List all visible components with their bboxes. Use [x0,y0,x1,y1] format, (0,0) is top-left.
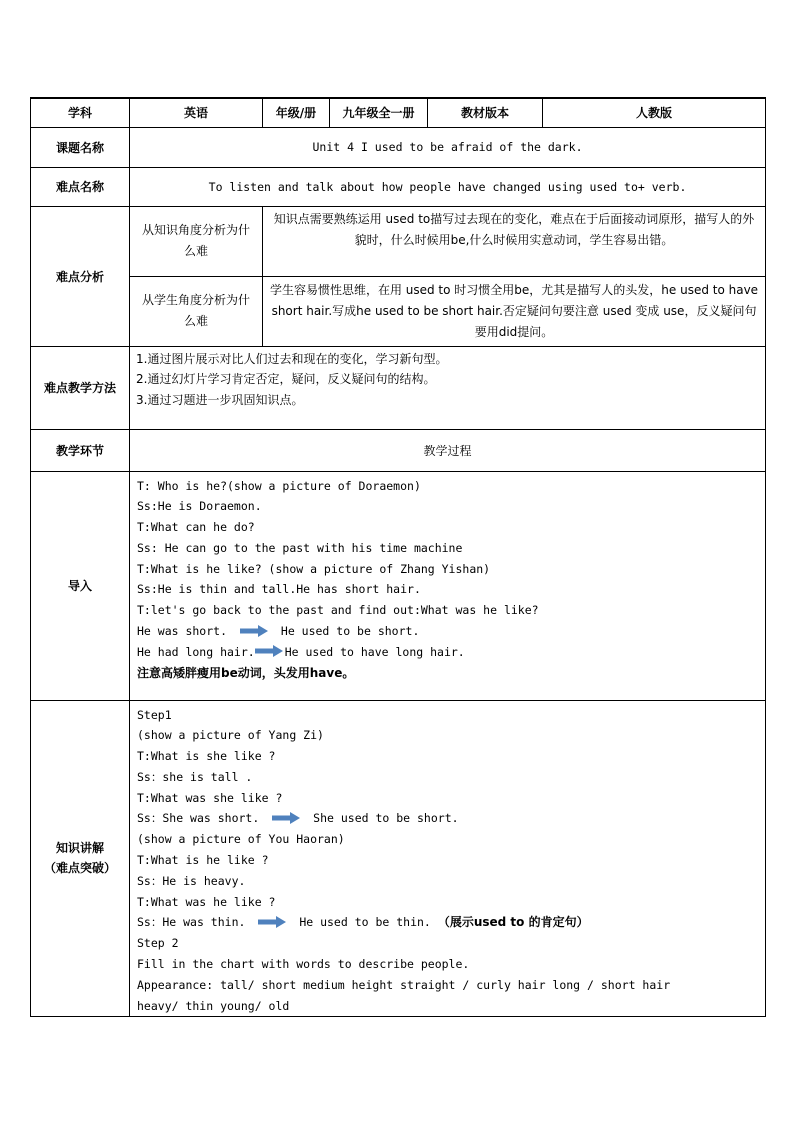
method-label: 难点教学方法 [31,346,130,429]
knowledge-line: heavy/ thin young/ old [137,998,290,1013]
knowledge-content [130,700,766,1017]
lesson-plan-document [30,97,765,1017]
knowledge-line: (show a picture of Yang Zi) [137,728,324,743]
right-arrow-icon [272,812,300,824]
knowledge-line: T:What is he like ? [137,853,269,868]
method-item: 3.通过习题进一步巩固知识点。 [136,393,304,408]
intro-arrow-right: He used to have long hair. [284,644,465,659]
intro-label: 导入 [31,471,130,700]
edition-label: 教材版本 [428,98,543,127]
right-arrow-icon [240,625,268,637]
knowledge-arrow-left: Ss：He was thin. [137,915,246,930]
knowledge-label-line1: 知识讲解 [55,841,104,856]
process-step-label: 教学环节 [31,429,130,471]
intro-arrow-left: He was short. [137,624,228,639]
intro-arrow-line [137,642,759,663]
knowledge-line: Step 2 [137,936,179,951]
grade-value: 九年级全一册 [330,98,428,127]
knowledge-label [31,700,130,1017]
knowledge-line: Ss：He is heavy. [137,873,246,888]
lesson-plan-table [30,97,766,1017]
lesson-value: Unit 4 I used to be afraid of the dark. [130,127,766,167]
knowledge-arrow-left: Ss：She was short. [137,811,260,826]
intro-line: T:What is he like? (show a picture of Zhang Yishan) [137,561,491,576]
intro-arrow-left: He had long hair. [137,644,255,659]
knowledge-line: T:What is she like ? [137,749,276,764]
knowledge-arrow-note: （展示used to 的肯定句） [437,915,589,930]
knowledge-line: (show a picture of You Haoran) [137,832,345,847]
difficulty-value: To listen and talk about how people have changed using used to+ verb. [130,167,766,206]
subject-value: 英语 [130,98,263,127]
knowledge-line: Fill in the chart with words to describe people. [137,957,470,972]
intro-line: T: Who is he?(show a picture of Doraemon) [137,478,421,493]
knowledge-arrow-line [137,808,759,829]
knowledge-label-line2: （难点突破） [43,861,116,876]
intro-arrow-right: He used to be short. [280,624,420,639]
intro-line: Ss: He can go to the past with his time machine [137,540,463,555]
analysis-knowledge-label: 从知识角度分析为什么难 [130,206,263,276]
method-item: 1.通过图片展示对比人们过去和现在的变化，学习新句型。 [136,351,448,366]
intro-content [130,471,766,700]
edition-value: 人教版 [543,98,766,127]
method-item: 2.通过幻灯片学习肯定否定，疑问，反义疑问句的结构。 [136,372,436,387]
right-arrow-icon [255,645,283,657]
knowledge-line: T:What was he like ? [137,894,276,909]
process-value: 教学过程 [130,429,766,471]
knowledge-arrow-line [137,912,759,933]
right-arrow-icon [258,916,286,928]
analysis-student-label: 从学生角度分析为什么难 [130,276,263,346]
knowledge-arrow-right: He used to be thin. [299,915,431,930]
subject-label: 学科 [31,98,130,127]
knowledge-line: T:What was she like ? [137,790,283,805]
analysis-student-text: 学生容易惯性思维，在用 used to 时习惯全用be，尤其是描写人的头发，he used to have short hair.写成he used to be short hair.否定疑问句要注意 used 变成 use，反义疑问句要用did提问。 [263,276,766,346]
intro-line: T:let's go back to the past and find out:What was he like? [137,603,539,618]
analysis-label: 难点分析 [31,206,130,346]
intro-note: 注意高矮胖瘦用be动词，头发用have。 [137,665,355,680]
knowledge-arrow-right: She used to be short. [313,811,459,826]
knowledge-line: Appearance: tall/ short medium height straight / curly hair long / short hair [137,977,671,992]
lesson-label: 课题名称 [31,127,130,167]
intro-line: Ss:He is Doraemon. [137,499,262,514]
method-list [130,346,766,429]
knowledge-line: Ss：she is tall . [137,769,253,784]
intro-arrow-line [137,621,759,642]
grade-label: 年级/册 [263,98,330,127]
intro-line: T:What can he do? [137,520,255,535]
intro-line: Ss:He is thin and tall.He has short hair. [137,582,421,597]
knowledge-line: Step1 [137,707,172,722]
difficulty-label: 难点名称 [31,167,130,206]
analysis-knowledge-text: 知识点需要熟练运用 used to描写过去现在的变化，难点在于后面接动词原形，描写人的外貌时，什么时候用be,什么时候用实意动词，学生容易出错。 [263,206,766,276]
